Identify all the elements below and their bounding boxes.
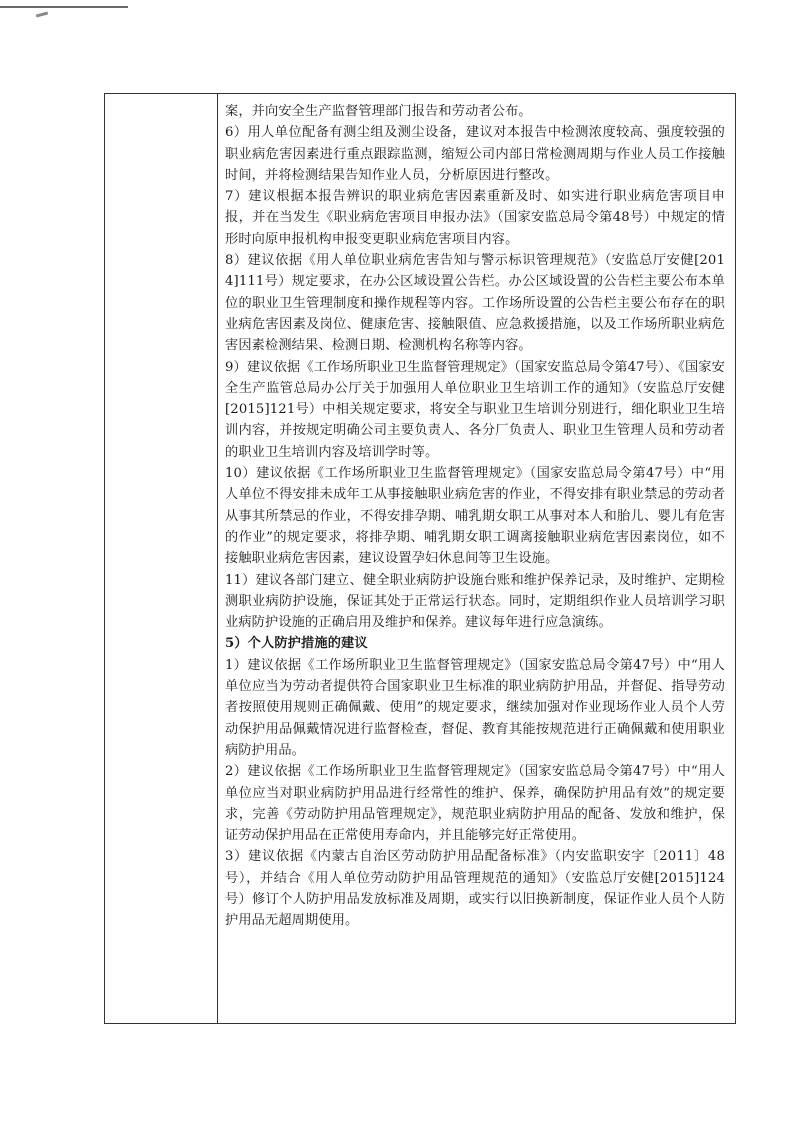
table-frame — [104, 93, 736, 1024]
scan-edge-line — [0, 6, 128, 8]
column-divider — [217, 94, 218, 1023]
recommendations-content — [225, 101, 725, 932]
paragraph: 1）建议依据《工作场所职业卫生监督管理规定》（国家安监总局令第47号）中“用人单位应当为劳动者提供符合国家职业卫生标准的职业病防护用品，并督促、指导劳动者按照使用规则正确佩戴、使用”的规定要求，继续加强对作业现场作业人员个人劳动保护用品佩戴情况进行监督检查，督促、教育其能按规范进行正确佩戴和使用职业病防护用品。 — [225, 657, 725, 758]
paragraph: 案，并向安全生产监督管理部门报告和劳动者公布。 — [225, 104, 532, 119]
paragraph: 8）建议依据《用人单位职业病危害告知与警示标识管理规范》（安监总厅安健[2014]111号）规定要求，在办公区域设置公告栏。办公区域设置的公告栏主要公布本单位的职业卫生管理制度和操作规程等内容。工作场所设置的公告栏主要公布存在的职业病危害因素及岗位、健康危害、接触限值、应急救援措施，以及工作场所职业病危害因素检测结果、检测日期、检测机构名称等内容。 — [225, 253, 725, 354]
paragraph: 10）建议依据《工作场所职业卫生监督管理规定》（国家安监总局令第47号）中“用人单位不得安排未成年工从事接触职业病危害的作业，不得安排有职业禁忌的劳动者从事其所禁忌的作业，不得安排孕期、哺乳期女职工从事对本人和胎儿、婴儿有危害的作业”的规定要求，将排孕期、哺乳期女职工调离接触职业病危害因素岗位，如不接触职业病危害因素，建议设置孕妇休息间等卫生设施。 — [225, 466, 725, 567]
paragraph: 2）建议依据《工作场所职业卫生监督管理规定》（国家安监总局令第47号）中“用人单位应当对职业病防护用品进行经常性的维护、保养，确保防护用品有效”的规定要求，完善《劳动防护用品管理规定》，规范职业病防护用品的配备、发放和维护，保证劳动保护用品在正常使用寿命内，并且能够完好正常使用。 — [225, 764, 725, 844]
paragraph: 6）用人单位配备有测尘组及测尘设备，建议对本报告中检测浓度较高、强度较强的职业病危害因素进行重点跟踪监测，缩短公司内部日常检测周期与作业人员工作接触时间，并将检测结果告知作业人员，分析原因进行整改。 — [225, 125, 725, 183]
paragraph: 11）建议各部门建立、健全职业病防护设施台账和维护保养记录，及时维护、定期检测职业病防护设施，保证其处于正常运行状态。同时，定期组织作业人员培训学习职业病防护设施的正确启用及维护和保养。建议每年进行应急演练。 — [225, 572, 725, 631]
section-heading: 5）个人防护措施的建议 — [225, 636, 368, 652]
paragraph: 7）建议根据本报告辨识的职业病危害因素重新及时、如实进行职业病危害项目申报，并在当发生《职业病危害项目申报办法》（国家安监总局令第48号）中规定的情形时向原申报机构申报变更职业病危害项目内容。 — [225, 189, 725, 247]
paragraph: 3）建议依据《内蒙古自治区劳动防护用品配备标准》（内安监职安字〔2011〕48号），并结合《用人单位劳动防护用品管理规范的通知》（安监总厅安健[2015]124号）修订个人防护用品发放标准及周期，或实行以旧换新制度，保证作业人员个人防护用品无超周期使用。 — [225, 849, 725, 929]
paragraph: 9）建议依据《工作场所职业卫生监督管理规定》（国家安监总局令第47号）、《国家安全生产监管总局办公厅关于加强用人单位职业卫生培训工作的通知》（安监总厅安健[2015]121号）中相关规定要求，将安全与职业卫生培训分别进行，细化职业卫生培训内容，并按规定明确公司主要负责人、各分厂负责人、职业卫生管理人员和劳动者的职业卫生培训内容及培训学时等。 — [225, 359, 725, 460]
scan-mark — [36, 11, 48, 17]
